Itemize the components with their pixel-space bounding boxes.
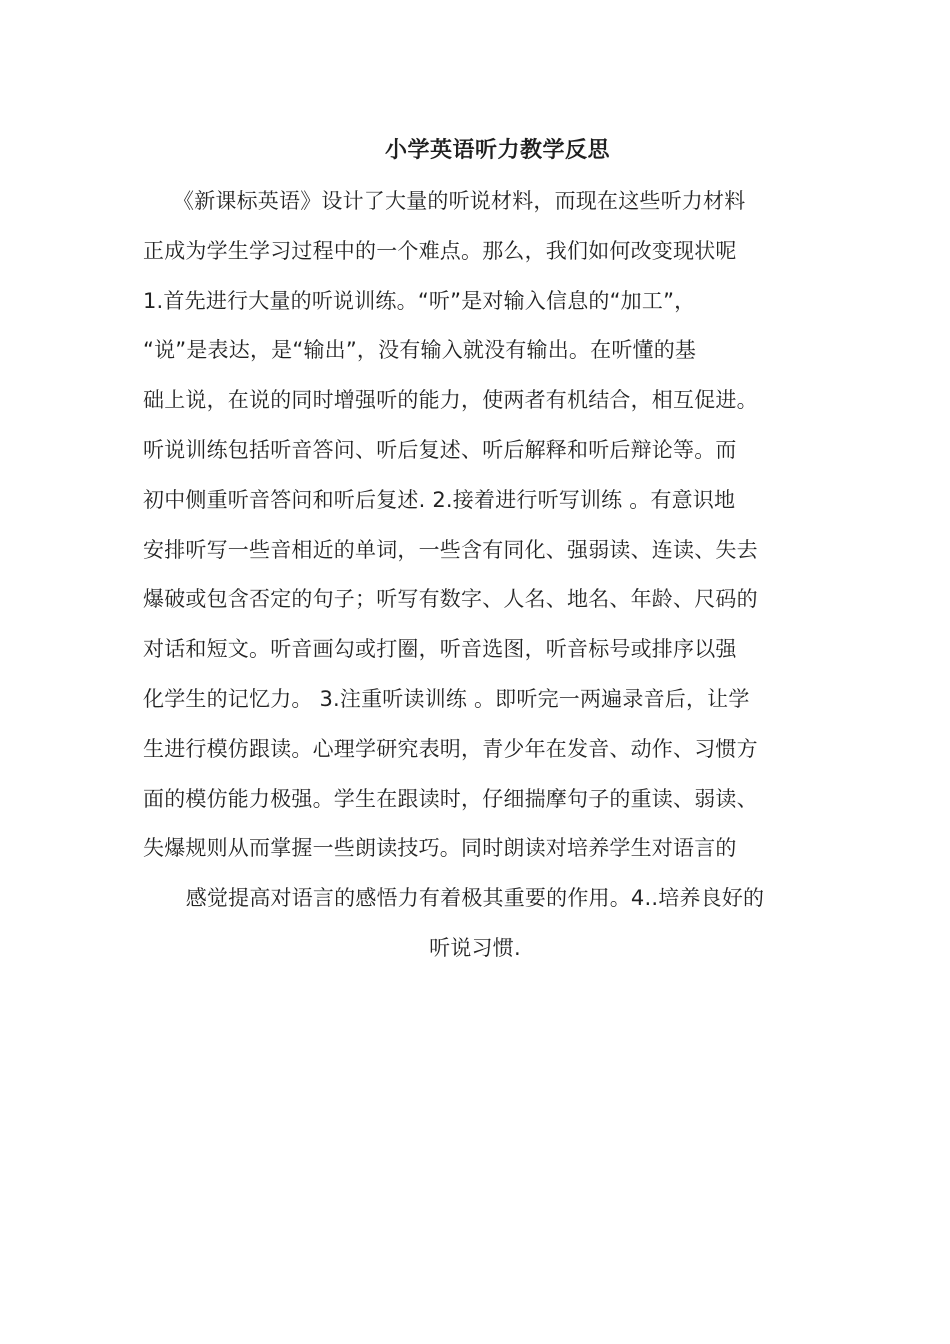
body-line: 初中侧重听音答问和听后复述. 2.接着进行听写训练 。有意识地 bbox=[143, 487, 736, 512]
body-line: 《新课标英语》设计了大量的听说材料，而现在这些听力材料 bbox=[173, 189, 746, 213]
body-line: 听说训练包括听音答问、听后复述、听后解释和听后辩论等。而 bbox=[143, 437, 737, 462]
body-line: 听说习惯. bbox=[429, 935, 521, 960]
body-line: 感觉提高对语言的感悟力有着极其重要的作用。4..培养良好的 bbox=[185, 886, 765, 911]
body-line: 正成为学生学习过程中的一个难点。那么，我们如何改变现状呢 bbox=[143, 238, 737, 263]
body-line: 安排听写一些音相近的单词，一些含有同化、强弱读、连读、失去 bbox=[143, 537, 758, 562]
body-line: 化学生的记忆力。 3.注重听读训练 。即听完一两遍录音后，让学 bbox=[143, 686, 750, 711]
document-title: 小学英语听力教学反思 bbox=[384, 138, 610, 163]
document-body bbox=[143, 181, 823, 978]
body-line: “说”是表达，是“输出”，没有输入就没有输出。在听懂的基 bbox=[143, 338, 697, 363]
body-line: 失爆规则从而掌握一些朗读技巧。同时朗读对培养学生对语言的 bbox=[143, 836, 737, 861]
body-line: 1.首先进行大量的听说训练。“听”是对输入信息的“加工”， bbox=[143, 288, 696, 313]
body-line: 面的模仿能力极强。学生在跟读时，仔细揣摩句子的重读、弱读、 bbox=[143, 786, 758, 811]
body-line: 础上说，在说的同时增强听的能力，使两者有机结合，相互促进。 bbox=[143, 388, 758, 413]
body-line: 爆破或包含否定的句子；听写有数字、人名、地名、年龄、尺码的 bbox=[143, 587, 758, 612]
body-line: 对话和短文。听音画勾或打圈，听音选图，听音标号或排序以强 bbox=[143, 637, 737, 662]
body-line: 生进行模仿跟读。心理学研究表明，青少年在发音、动作、习惯方 bbox=[143, 736, 758, 761]
